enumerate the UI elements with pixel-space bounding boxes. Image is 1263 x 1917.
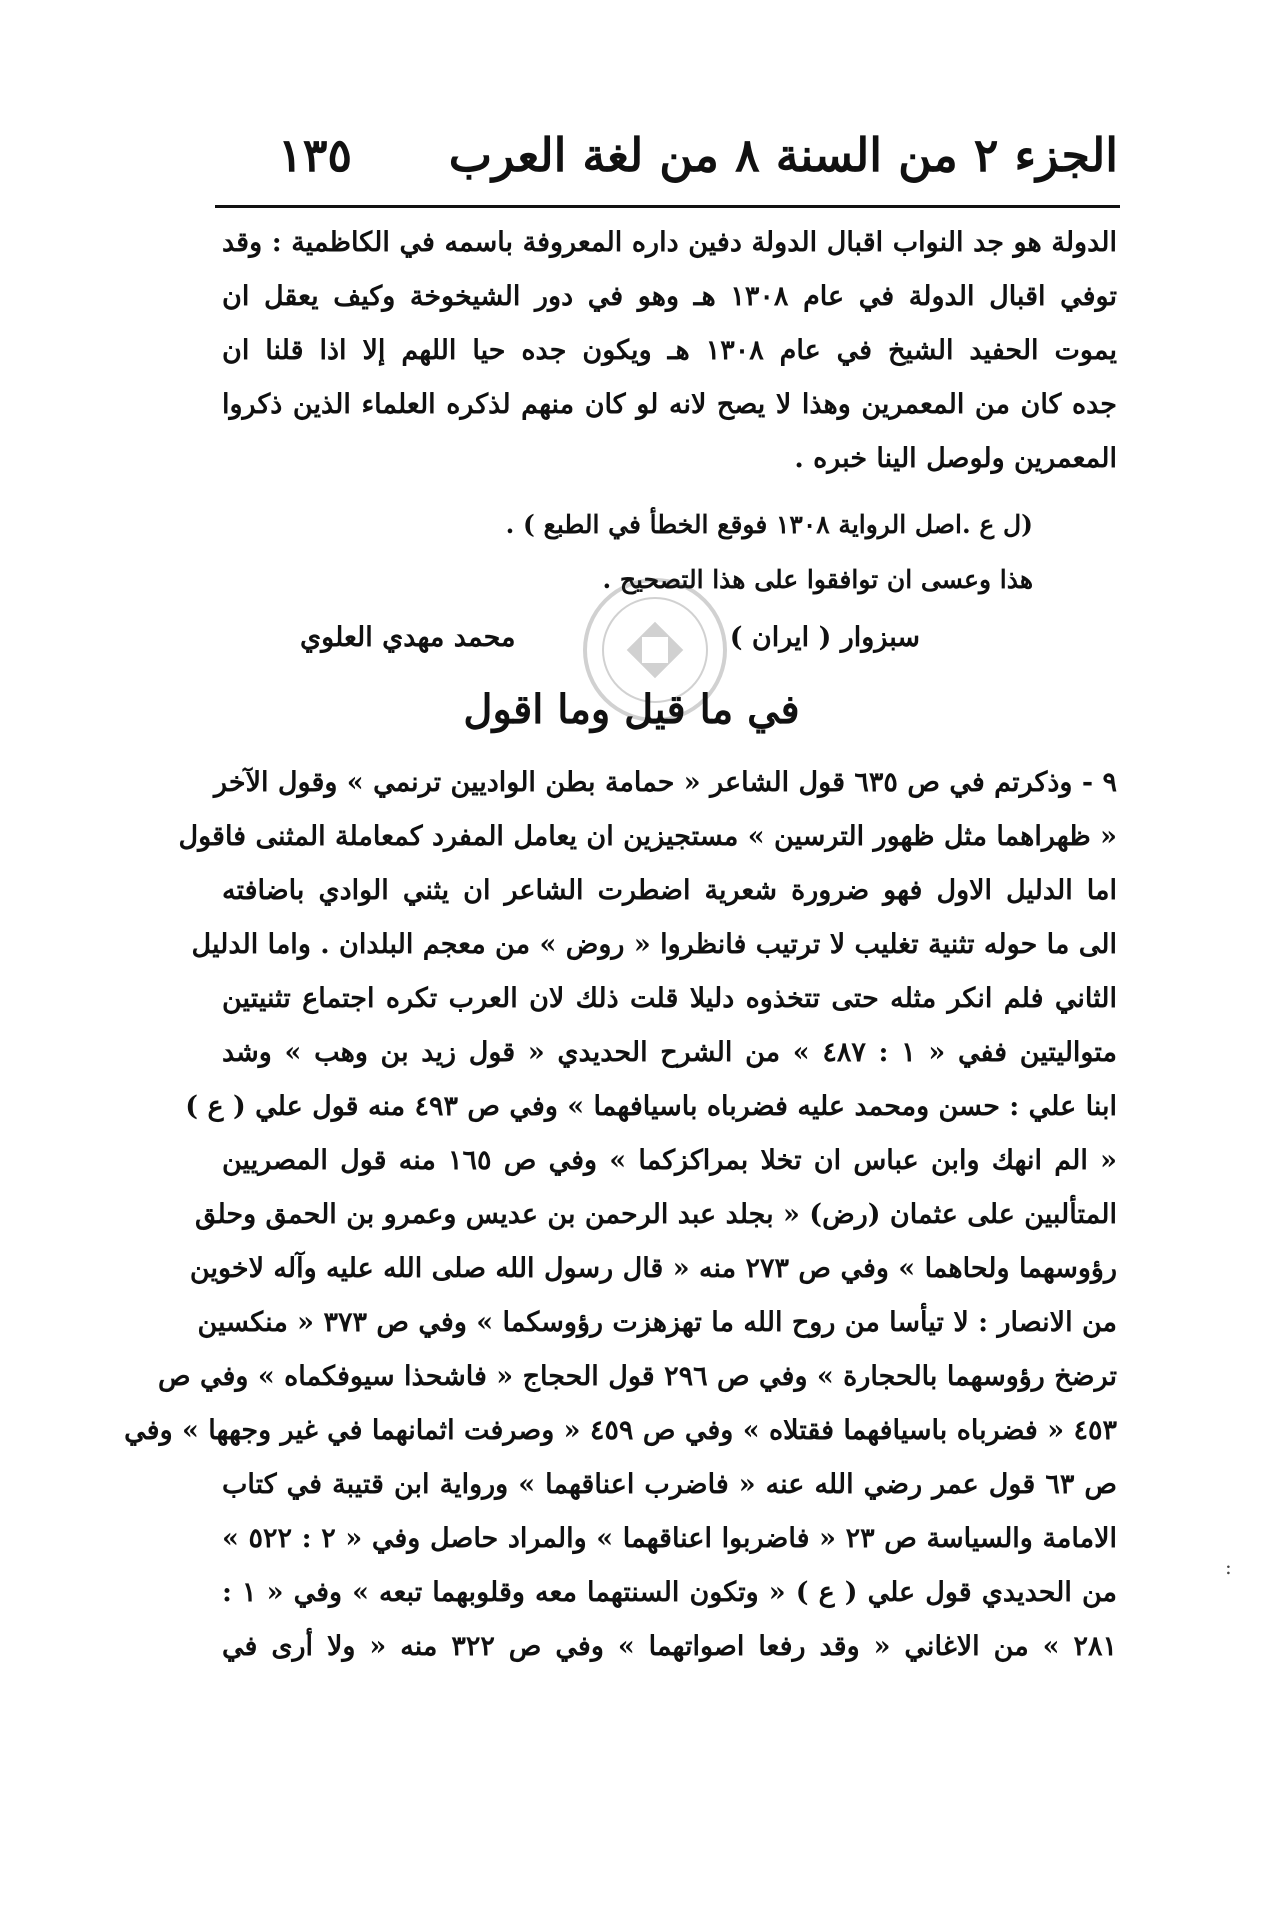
text-line: « الم انهك وابن عباس ان تخلا بمراكزكما » وفي ص ١٦٥ منه قول المصريين — [222, 1145, 1117, 1176]
text-line: الامامة والسياسة ص ٢٣ « فاضربوا اعناقهما » والمراد حاصل وفي « ٢ : ٥٢٢ » — [222, 1523, 1117, 1554]
text-line: ترضخ رؤوسهما بالحجارة » وفي ص ٢٩٦ قول الحجاج « فاشحذا سيوفكماه » وفي ص — [157, 1361, 1117, 1392]
text-line: ٢٨١ » من الاغاني « وقد رفعا اصواتهما » وفي ص ٣٢٢ منه « ولا أرى في — [222, 1631, 1117, 1662]
text-line: توفي اقبال الدولة في عام ١٣٠٨ هـ وهو في دور الشيخوخة وكيف يعقل ان — [222, 281, 1117, 312]
text-line: اما الدليل الاول فهو ضرورة شعرية اضطرت الشاعر ان يثني الوادي باضافته — [222, 875, 1117, 906]
text-line: ٩ - وذكرتم في ص ٦٣٥ قول الشاعر « حمامة بطن الواديين ترنمي » وقول الآخر — [214, 767, 1117, 798]
text-line: جده كان من المعمرين وهذا لا يصح لانه لو كان منهم لذكره العلماء الذين ذكروا — [222, 389, 1117, 420]
running-title: الجزء ٢ من السنة ٨ من لغة العرب — [448, 128, 1118, 182]
text-line: الدولة هو جد النواب اقبال الدولة دفين داره المعروفة باسمه في الكاظمية : وقد — [222, 227, 1117, 258]
text-line: الى ما حوله تثنية تغليب لا ترتيب فانظروا « روض » من معجم البلدان . واما الدليل — [191, 929, 1117, 960]
text-line: المتألبين على عثمان (رض) « بجلد عبد الرحمن بن عديس وعمرو بن الحمق وحلق — [194, 1199, 1117, 1230]
paragraph-commentary — [124, 756, 1118, 1674]
text-line: من الحديدي قول علي ( ع ) « وتكون السنتهما معه وقلوبهما تبعه » وفي « ١ : — [222, 1577, 1117, 1608]
text-line: متواليتين ففي « ١ : ٤٨٧ » من الشرح الحديدي « قول زيد بن وهب » وشد — [222, 1037, 1117, 1068]
closing-line: هذا وعسى ان توافقوا على هذا التصحيح . — [602, 565, 1033, 594]
text-line: ٤٥٣ « فضرباه باسيافهما فقتلاه » وفي ص ٤٥٩ « وصرفت اثمانهما في غير وجهها » وفي — [124, 1415, 1117, 1446]
text-line: ص ٦٣ قول عمر رضي الله عنه « فاضرب اعناقهما » ورواية ابن قتيبة في كتاب — [222, 1469, 1118, 1500]
page-number: ١٣٥ — [278, 128, 353, 182]
text-line: رؤوسهما ولحاهما » وفي ص ٢٧٣ منه « قال رسول الله صلى الله عليه وآله لاخوين — [189, 1253, 1117, 1284]
text-line: يموت الحفيد الشيخ في عام ١٣٠٨ هـ ويكون جده حيا اللهم إلا اذا قلنا ان — [222, 335, 1117, 366]
paragraph-correction — [222, 216, 1117, 486]
page-header — [218, 128, 1118, 198]
signature-place: سبزوار ( ايران ) — [729, 622, 920, 653]
signature-author: محمد مهدي العلوي — [300, 622, 516, 653]
text-line: ابنا علي : حسن ومحمد عليه فضرباه باسيافهما » وفي ص ٤٩٣ منه قول علي ( ع ) — [185, 1091, 1117, 1122]
margin-mark: : — [1225, 1555, 1232, 1579]
section-title: في ما قيل وما اقول — [463, 686, 800, 733]
header-rule — [215, 205, 1120, 208]
text-line: « ظهراهما مثل ظهور الترسين » مستجيزين ان يعامل المفرد كمعاملة المثنى فاقول — [178, 821, 1117, 852]
text-line: الثاني فلم انكر مثله حتى تتخذوه دليلا قلت ذلك لان العرب تكره اجتماع تثنيتين — [222, 983, 1117, 1014]
text-line: من الانصار : لا تيأسا من روح الله ما تهزهزت رؤوسكما » وفي ص ٣٧٣ « منكسين — [197, 1307, 1117, 1338]
editor-note: (ل ع .اصل الرواية ١٣٠٨ فوقع الخطأ في الطبع ) . — [505, 510, 1033, 539]
text-line: المعمرين ولوصل الينا خبره . — [794, 443, 1117, 474]
